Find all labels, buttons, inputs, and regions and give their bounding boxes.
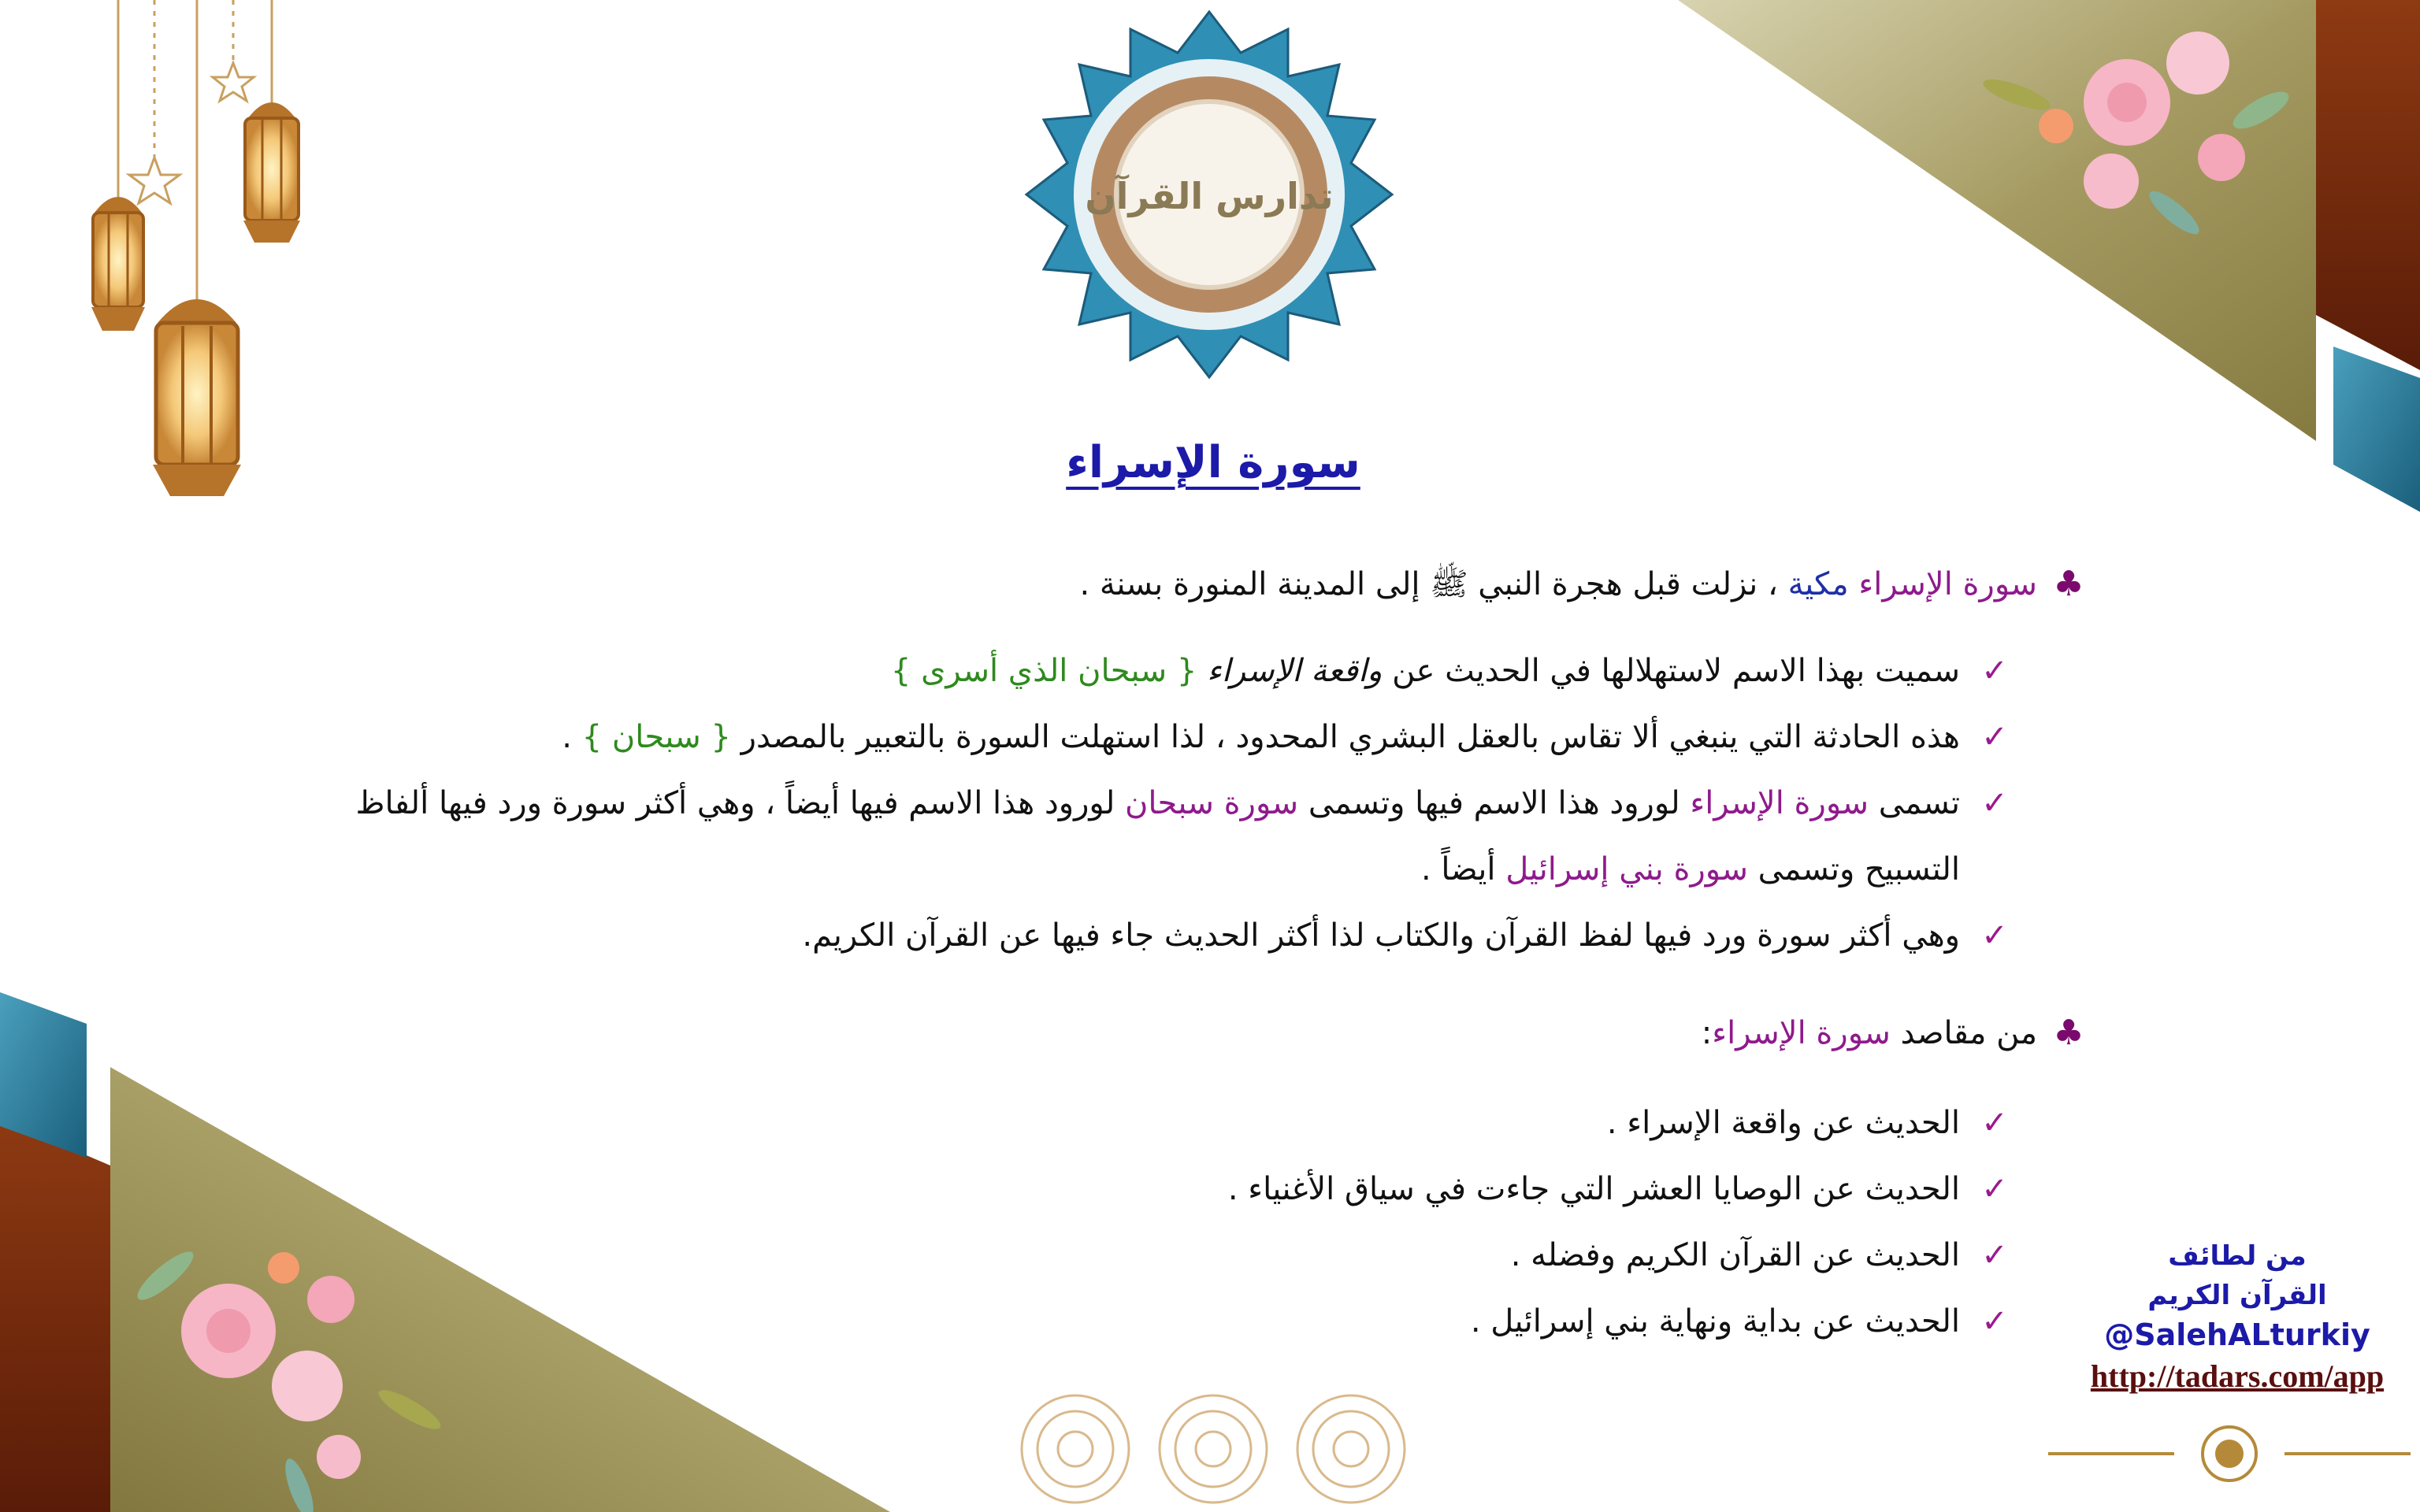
signature-line-1: من لطائف bbox=[2168, 1240, 2307, 1272]
text-part: لورود هذا الاسم فيها وتسمى bbox=[1298, 785, 1691, 821]
text-part: { سبحان الذي أسرى } bbox=[890, 653, 1207, 689]
goals-heading bbox=[260, 1000, 2088, 1066]
checkmark-icon: ✓ bbox=[1981, 917, 2008, 954]
list-item bbox=[260, 1090, 2088, 1156]
list-item bbox=[260, 902, 2088, 969]
bottom-left-brown-band bbox=[0, 1118, 110, 1512]
checkmark-icon: ✓ bbox=[1981, 1303, 2008, 1340]
list-item bbox=[260, 1156, 2088, 1222]
text-part: سورة سبحان bbox=[1124, 785, 1299, 821]
intro-part: مكية bbox=[1787, 566, 1859, 602]
signature-block bbox=[2072, 1236, 2403, 1395]
top-right-brown-band bbox=[2316, 0, 2420, 370]
tadars-logo-icon bbox=[1024, 9, 1394, 380]
text-part: لورود هذا الاسم فيها أيضاً ، وهي أكثر سورة ورد فيها ألفاظ التسبيح وتسمى bbox=[355, 785, 1960, 888]
lantern-1 bbox=[91, 197, 145, 331]
goals-heading-text bbox=[1702, 1000, 2037, 1066]
list-item bbox=[260, 704, 2088, 770]
checkmark-icon: ✓ bbox=[1981, 785, 2008, 821]
lantern-3 bbox=[243, 102, 300, 243]
rosette-icon bbox=[1022, 1395, 1405, 1503]
signature-line-2: القرآن الكريم bbox=[2147, 1280, 2327, 1311]
list-item bbox=[260, 1288, 2088, 1354]
text-part: من مقاصد bbox=[1890, 1015, 2037, 1051]
goal-text: الحديث عن الوصايا العشر التي جاءت في سياق الأغنياء . bbox=[1227, 1171, 1960, 1207]
intro-part: ، نزلت قبل هجرة النبي ﷺ إلى المدينة المنورة بسنة . bbox=[1079, 566, 1788, 602]
goal-text: الحديث عن بداية ونهاية بني إسرائيل . bbox=[1470, 1303, 1960, 1340]
text-part: سورة الإسراء bbox=[1690, 785, 1869, 821]
lantern-2 bbox=[153, 299, 241, 496]
text-part: سورة الإسراء bbox=[1712, 1015, 1891, 1051]
intro-part: سورة الإسراء bbox=[1858, 566, 2037, 602]
text-part: سميت بهذا الاسم لاستهلالها في الحديث عن bbox=[1382, 653, 1960, 689]
club-icon: ♣ bbox=[2053, 1013, 2084, 1053]
text-part: : bbox=[1701, 1015, 1713, 1051]
list-item bbox=[260, 770, 2088, 902]
checkmark-icon: ✓ bbox=[1981, 653, 2008, 689]
intro-paragraph bbox=[260, 551, 2088, 617]
text-part: سورة بني إسرائيل bbox=[1505, 851, 1748, 888]
club-icon: ♣ bbox=[2053, 564, 2084, 604]
checkmark-icon: ✓ bbox=[1981, 1171, 2008, 1207]
top-right-teal-band bbox=[2333, 346, 2420, 512]
page-title: سورة الإسراء bbox=[1066, 437, 1360, 488]
star-icon bbox=[129, 63, 254, 203]
website-link[interactable]: http://tadars.com/app bbox=[2090, 1358, 2385, 1394]
twitter-handle[interactable]: @SalehALturkiy bbox=[2104, 1317, 2370, 1352]
text-part: وهي أكثر سورة ورد فيها لفظ القرآن والكتاب لذا أكثر الحديث جاء فيها عن القرآن الكريم. bbox=[802, 917, 1960, 954]
list-item-text bbox=[802, 902, 1960, 969]
checkmark-icon: ✓ bbox=[1981, 1105, 2008, 1141]
goal-text: الحديث عن القرآن الكريم وفضله . bbox=[1510, 1237, 1960, 1273]
text-part: . bbox=[562, 719, 582, 755]
checkmark-icon: ✓ bbox=[1981, 1237, 2008, 1273]
main-content bbox=[260, 551, 2088, 1354]
goal-text: الحديث عن واقعة الإسراء . bbox=[1606, 1105, 1960, 1141]
text-part: تسمى bbox=[1869, 785, 1960, 821]
intro-text bbox=[1079, 551, 2037, 617]
text-part: { سبحان } bbox=[581, 719, 731, 755]
list-item bbox=[260, 1222, 2088, 1288]
list-item-text bbox=[891, 638, 1960, 704]
ornament-divider bbox=[2048, 1427, 2411, 1480]
text-part: أيضاً . bbox=[1420, 851, 1506, 888]
list-item bbox=[260, 638, 2088, 704]
list-item-text bbox=[321, 770, 1960, 902]
text-part: هذه الحادثة التي ينبغي ألا تقاس بالعقل البشري المحدود ، لذا استهلت السورة بالتعبير بالمصدر bbox=[730, 719, 1960, 755]
checkmark-icon: ✓ bbox=[1981, 719, 2008, 755]
list-item-text bbox=[562, 704, 1960, 770]
logo-medallion bbox=[1024, 9, 1394, 380]
logo-text: تدارس القرآن bbox=[1085, 175, 1334, 217]
text-part: واقعة الإسراء bbox=[1206, 653, 1383, 689]
